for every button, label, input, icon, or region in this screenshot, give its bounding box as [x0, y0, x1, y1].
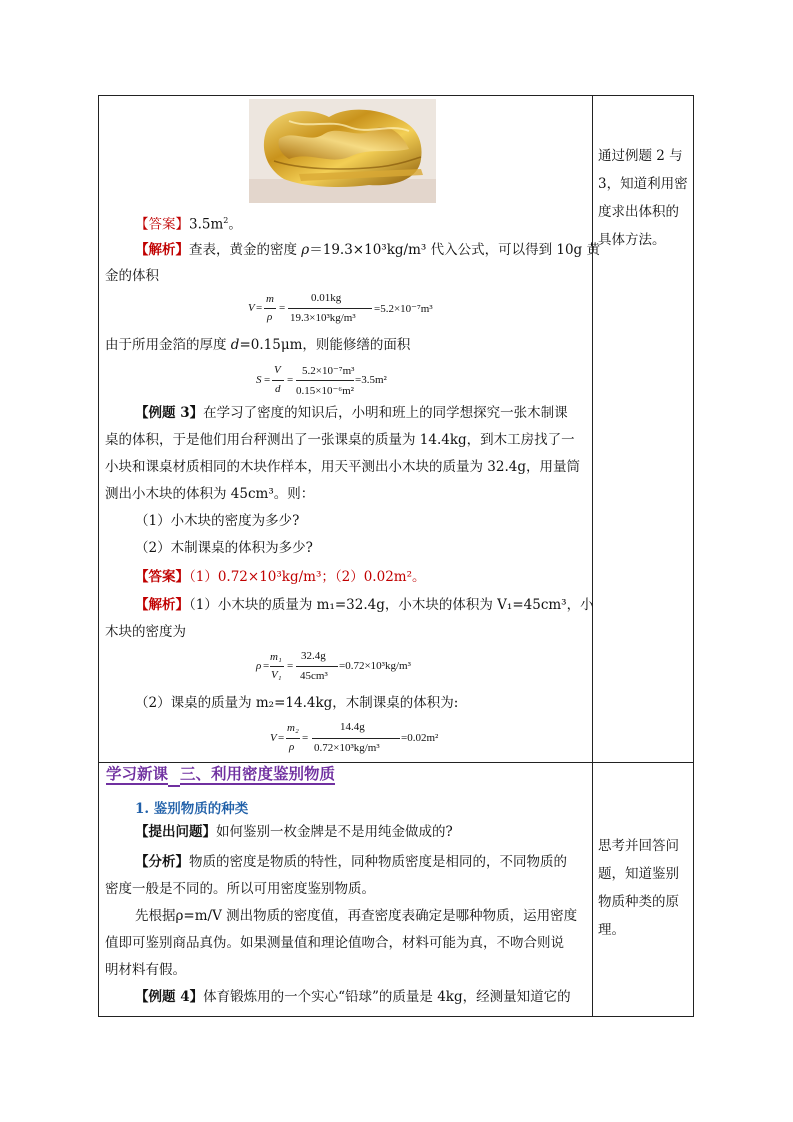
- document-page: 【答案】$3.5m^2$。 【解析】查表，黄金的密度 ρ＝19.3×10³kg/m³ 代入公式，可以得到 10g 黄 金的体积 V = m ρ = 0.01kg 19.3×10³kg/m³ =5.2×10⁻⁷m³ 由于所用金箔的厚度 d=0.15μm，则能修缮的面积 S = V d = 5.2×10⁻⁷m³ 0.15×10⁻⁶m² =3.5m² 【例题 3】在学习了密度的知识后，小明和班上的同学想探究一张木制课 桌的体积，于是他们用台秤测出了一张课桌的质量为 14.4kg，到木工房找了一 小块和课桌材质相同的木块作样本，用天平测出小木块的质量为 32.4g，用量筒 测出小木块的体积为 45cm³。则： （1）小木块的密度为多少? （2）木制课桌的体积为多少? 【答案】（1）0.72×10³kg/m³；（2）0.02m²。 【解析】（1）小木块的质量为 m₁=32.4g，小木块的体积为 V₁=45cm³，小 木块的密度为 ρ = m₁ V₁ = 32.4g 45cm³ =0.72×10³kg/m³ （2）课桌的质量为 m₂=14.4kg，木制课桌的体积为: V = m₂ ρ = 14.4g 0.72×10³kg/m³ =0.02m² 通过例题 2 与 3，知道利用密度求出体积的具体方法。 学习新课 三、利用密度鉴别物质 1. 鉴别物质的种类 【提出问题】如何鉴别一枚金牌是不是用纯金做成的? 【分析】物质的密度是物质的特性，同种物质密度是相同的，不同物质的 密度一般是不同的。所以可用密度鉴别物质。 先根据ρ=m/V 测出物质的密度值，再查密度表确定是哪种物质，运用密度 值即可鉴别商品真伪。如果测量值和理论值吻合，材料可能为真，不吻合则说 明材料有假。 【例题 4】体育锻炼用的一个实心“铅球”的质量是 4kg，经测量知道它的 思考并回答问题，知道鉴别物质种类的原理。: [0, 0, 793, 1122]
- example2-analysis-line2: 金的体积: [105, 268, 159, 284]
- analysis-line1: 【分析】物质的密度是物质的特性，同种物质密度是相同的，不同物质的: [135, 854, 567, 870]
- example3-line2: 桌的体积，于是他们用台秤测出了一张课桌的质量为 14.4kg，到木工房找了一: [105, 432, 575, 448]
- method-line2: 值即可鉴别商品真伪。如果测量值和理论值吻合，材料可能为真，不吻合则说: [105, 935, 564, 951]
- example3-analysis-line1: 【解析】（1）小木块的质量为 m₁=32.4g，小木块的体积为 V₁=45cm³，小: [135, 597, 594, 613]
- example3-analysis-line2: 木块的密度为: [105, 624, 186, 640]
- example3-question2: （2）木制课桌的体积为多少?: [135, 540, 313, 556]
- example2-analysis-line1: 【解析】查表，黄金的密度 ρ＝19.3×10³kg/m³ 代入公式，可以得到 10g 黄: [135, 242, 600, 258]
- section-banner: 学习新课 三、利用密度鉴别物质: [100, 763, 590, 785]
- example3-part2: （2）课桌的质量为 m₂=14.4kg，木制课桌的体积为:: [135, 695, 459, 711]
- side-note-identify: 思考并回答问题，知道鉴别物质种类的原理。: [598, 838, 679, 938]
- example2-answer: 【答案】$3.5m^2$。: [135, 216, 242, 233]
- method-line1: 先根据ρ=m/V 测出物质的密度值，再查密度表确定是哪种物质，运用密度: [135, 908, 578, 924]
- side-note-volume: 通过例题 2 与 3，知道利用密度求出体积的具体方法。: [598, 148, 688, 248]
- subsection-heading: 1. 鉴别物质的种类: [135, 801, 249, 817]
- method-line3: 明材料有假。: [105, 962, 186, 978]
- analysis-line2: 密度一般是不同的。所以可用密度鉴别物质。: [105, 881, 375, 897]
- example4-line1: 【例题 4】体育锻炼用的一个实心“铅球”的质量是 4kg，经测量知道它的: [135, 989, 571, 1005]
- example3-line1: 【例题 3】在学习了密度的知识后，小明和班上的同学想探究一张木制课: [135, 405, 568, 421]
- thickness-line: 由于所用金箔的厚度 d=0.15μm，则能修缮的面积: [105, 337, 411, 353]
- example3-line4: 测出小木块的体积为 45cm³。则：: [105, 486, 315, 502]
- example3-question1: （1）小木块的密度为多少?: [135, 513, 300, 529]
- example3-line3: 小块和课桌材质相同的木块作样本，用天平测出小木块的质量为 32.4g，用量筒: [105, 459, 580, 475]
- raise-question: 【提出问题】如何鉴别一枚金牌是不是用纯金做成的?: [135, 824, 453, 840]
- gold-foil-image: [249, 99, 436, 203]
- column-divider: [592, 95, 593, 1017]
- example3-answer: 【答案】（1）0.72×10³kg/m³；（2）0.02m²。: [135, 569, 426, 585]
